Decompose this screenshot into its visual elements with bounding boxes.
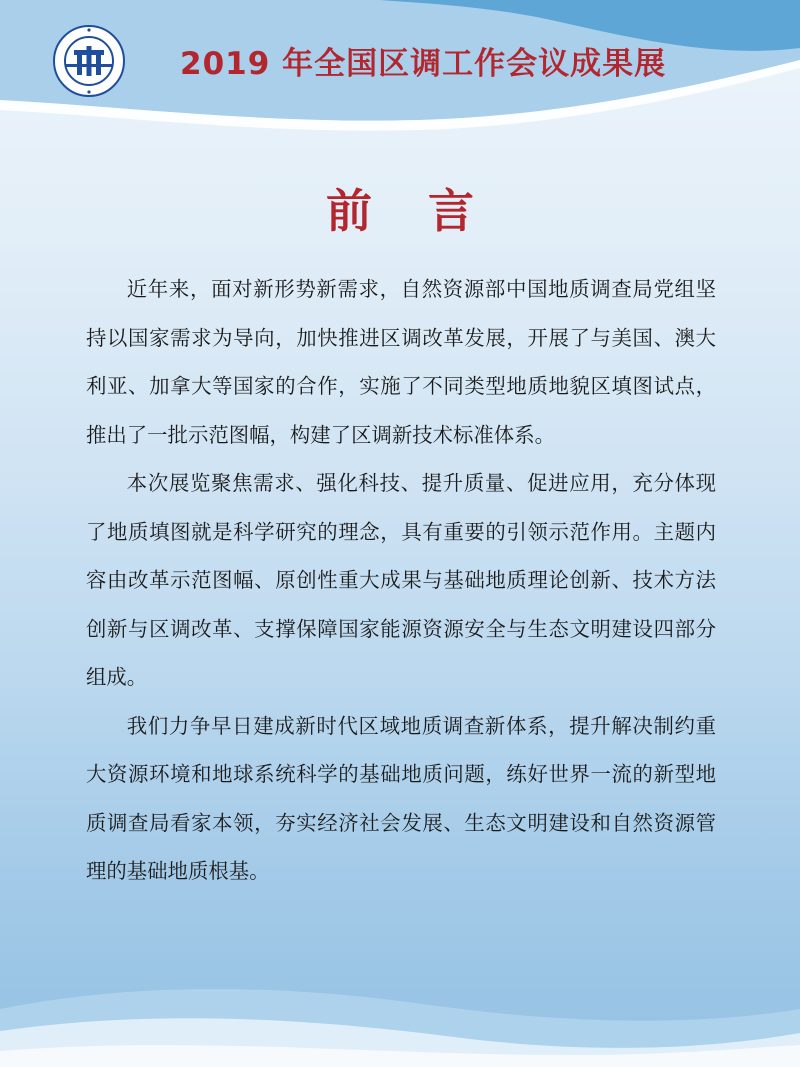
paragraph: 本次展览聚焦需求、强化科技、提升质量、促进应用，充分体现了地质填图就是科学研究的理念，具有重要的引领示范作用。主题内容由改革示范图幅、原创性重大成果与基础地质理论创新、技术方法创新与区调改革、支撑保障国家能源资源安全与生态文明建设四部分组成。 bbox=[86, 471, 716, 689]
preface-body bbox=[86, 265, 716, 896]
event-title: 2019 年全国区调工作会议成果展 bbox=[180, 46, 667, 82]
paragraph: 我们力争早日建成新时代区域地质调查新体系，提升解决制约重大资源环境和地球系统科学的基础地质问题，练好世界一流的新型地质调查局看家本领，夯实经济社会发展、生态文明建设和自然资源管理的基础地质根基。 bbox=[86, 713, 716, 883]
paragraph: 近年来，面对新形势新需求，自然资源部中国地质调查局党组坚持以国家需求为导向，加快推进区调改革发展，开展了与美国、澳大利亚、加拿大等国家的合作，实施了不同类型地质地貌区填图试点，推出了一批示范图幅，构建了区调新技术标准体系。 bbox=[86, 277, 716, 447]
china-geological-survey-logo bbox=[52, 24, 126, 98]
bottom-wave-decoration bbox=[0, 947, 800, 1067]
page-title: 前言 bbox=[326, 184, 530, 238]
